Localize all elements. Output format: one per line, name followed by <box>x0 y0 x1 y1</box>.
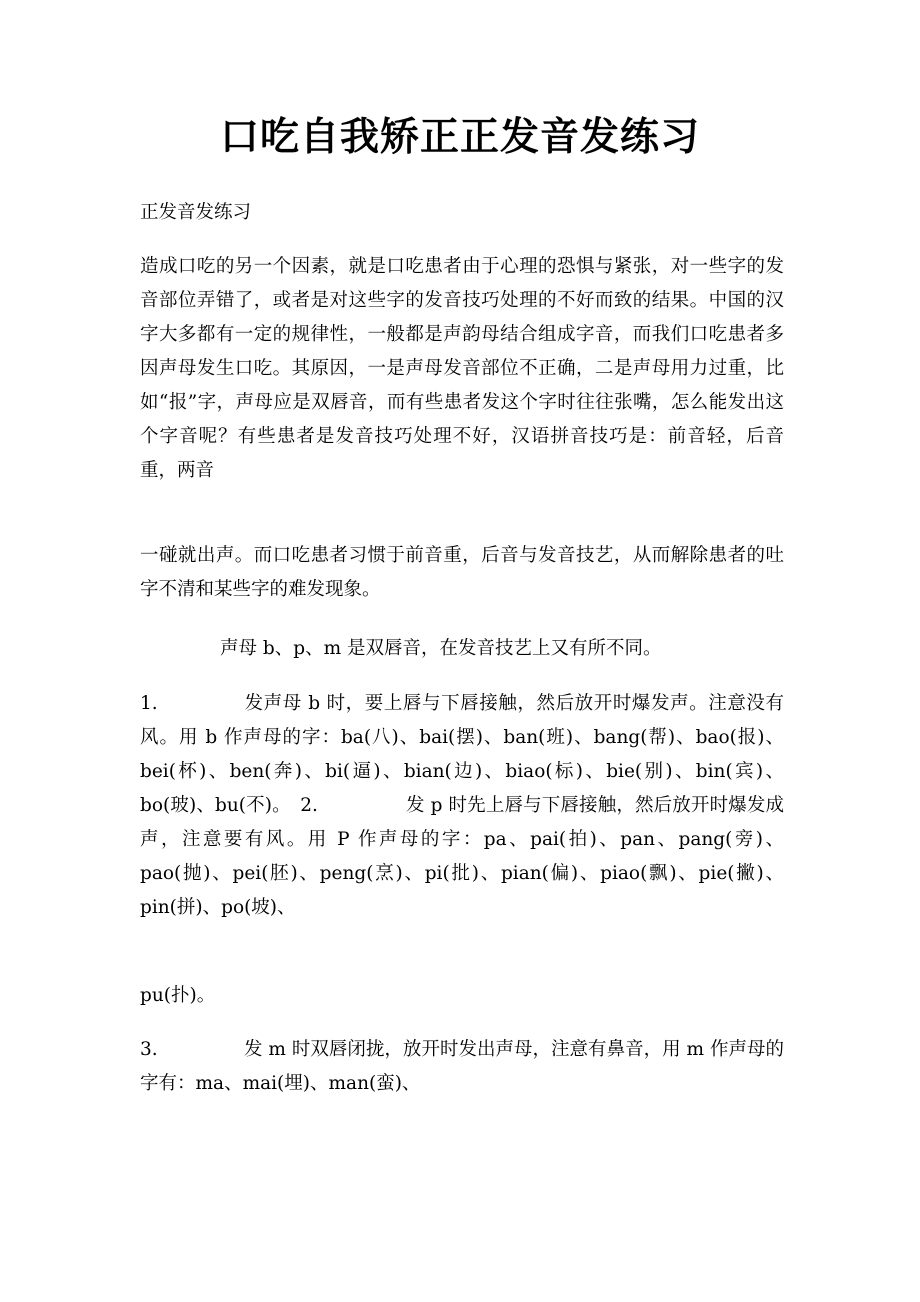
intro-paragraph: 造成口吃的另一个因素，就是口吃患者由于心理的恐惧与紧张，对一些字的发音部位弄错了，或者是对这些字的发音技巧处理的不好而致的结果。中国的汉字大多都有一定的规律性，一般都是声韵母结合组成字音，而我们口吃患者多因声母发生口吃。其原因，一是声母发音部位不正确，二是声母用力过重，比如“报”字，声母应是双唇音，而有些患者发这个字时往往张嘴，怎么能发出这个字音呢？有些患者是发音技巧处理不好，汉语拼音技巧是：前音轻，后音重，两音 <box>140 256 784 481</box>
list-text-2: 发 p 时先上唇与下唇接触，然后放开时爆发成声，注意要有风。用 P 作声母的字：pa、pai(拍)、pan、pang(旁)、pao(抛)、pei(胚)、peng(烹)、pi(批)、pian(偏)、piao(飘)、pie(撇)、pin(拼)、po(坡)、 <box>140 795 785 918</box>
section-subtitle: 正发音发练习 <box>140 202 252 223</box>
bilabial-lead-paragraph: 声母 b、p、m 是双唇音，在发音技艺上又有所不同。 <box>220 638 662 659</box>
list-text-3: 发 m 时双唇闭拢，放开时发出声母，注意有鼻音，用 m 作声母的字有：ma、mai(埋)、man(蛮)、 <box>140 1039 784 1094</box>
pu-line: pu(扑)。 <box>140 985 216 1006</box>
list-item-b-and-p <box>140 687 784 925</box>
list-text-1: 发声母 b 时，要上唇与下唇接触，然后放开时爆发声。注意没有风。用 b 作声母的字：ba(八)、bai(摆)、ban(班)、bang(帮)、bao(报)、bei(杯)、ben(奔)、bi(逼)、bian(边)、biao(标)、bie(别)、bin(宾)、bo(玻)、bu(不)。 <box>140 693 784 816</box>
document-title: 口吃自我矫正正发音发练习 <box>219 114 700 160</box>
list-item-m <box>140 1033 784 1101</box>
list-number-1: 1. <box>140 693 158 714</box>
intro-continuation-paragraph: 一碰就出声。而口吃患者习惯于前音重，后音与发音技艺，从而解除患者的吐字不清和某些字的难发现象。 <box>140 545 784 600</box>
list-number-2: 2. <box>300 795 318 816</box>
list-number-3: 3. <box>140 1039 158 1060</box>
